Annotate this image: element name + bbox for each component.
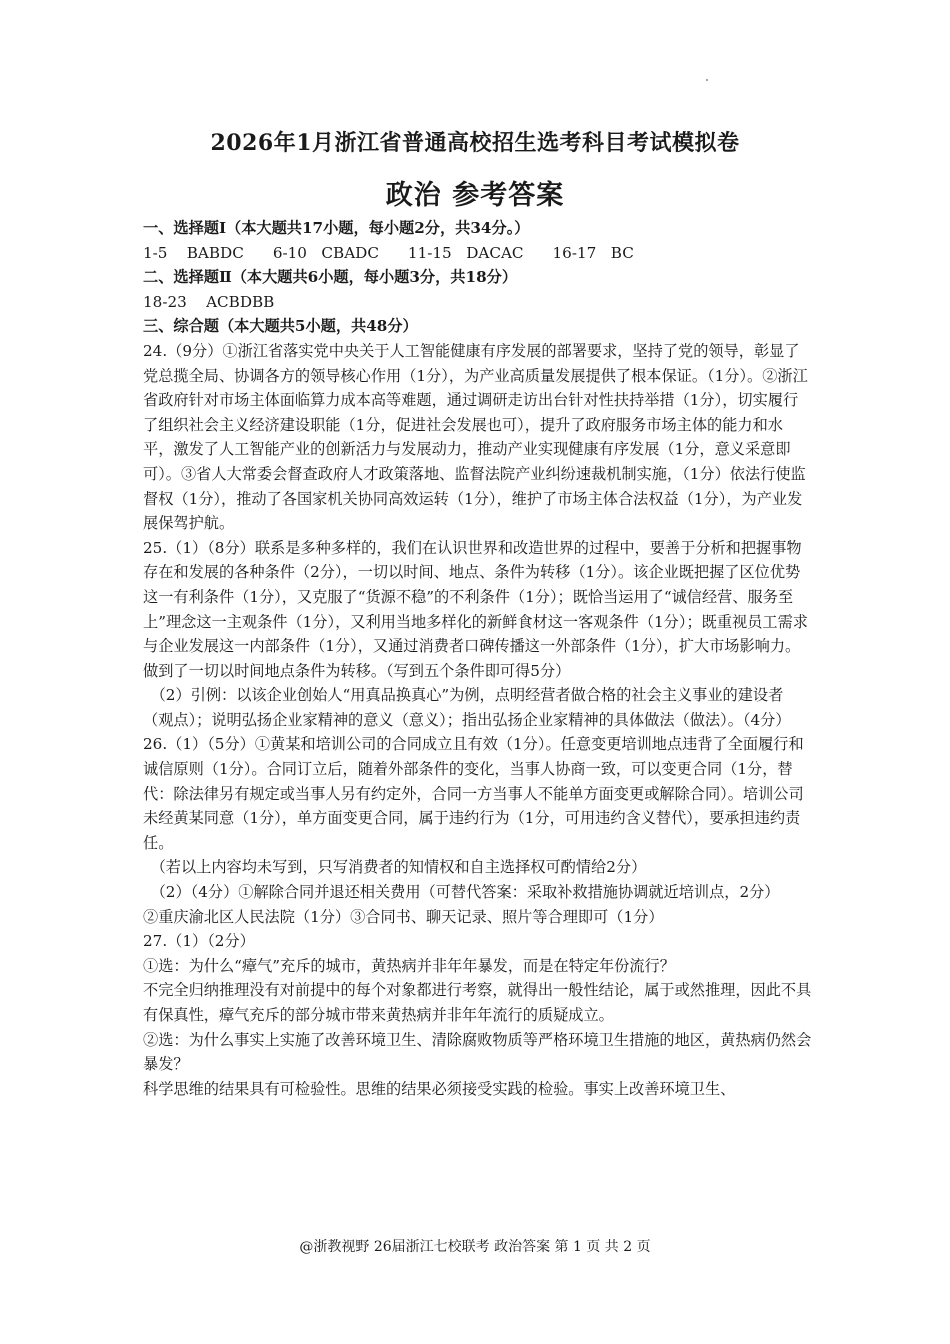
section-3-header: 三、综合题（本大题共5小题，共48分） (143, 317, 418, 336)
section-2-header: 二、选择题Ⅱ（本大题共6小题，每小题3分，共18分） (143, 268, 518, 287)
question-24-answer: 24.（9分）①浙江省落实党中央关于人工智能健康有序发展的部署要求，坚持了党的领导，彰显了党总揽全局、协调各方的领导核心作用（1分），为产业高质量发展提供了根本保证。（1分）。②浙江省政府针对市场主体面临算力成本高等难题，通过调研走访出台针对性扶持举措（1分），切实履行了组织社会主义经济建设职能（1分，促进社会发展也可），提升了政府服务市场主体的能力和水平，激发了人工智能产业的创新活力与发展动力，推动产业实现健康有序发展（1分，意义采意即可）。③省人大常委会督查政府人才政策落地、监督法院产业纠纷速裁机制实施，（1分）依法行使监督权（1分），推动了各国家机关协同高效运转（1分），维护了市场主体合法权益（1分），为产业发展保驾护航。 (143, 341, 808, 533)
exam-title: 2026年1月浙江省普通高校招生选考科目考试模拟卷 (210, 130, 740, 156)
question-26-note: （若以上内容均未写到，只写消费者的知情权和自主选择权可酌情给2分） (150, 858, 647, 877)
question-25-1-answer: 25.（1）（8分）联系是多种多样的，我们在认识世界和改造世界的过程中，要善于分析和把握事物存在和发展的各种条件（2分），一切以时间、地点、条件为转移（1分）。该企业既把握了区位优势这一有利条件（1分），又克服了“货源不稳”的不利条件（1分）；既恰当运用了“诚信经营、服务至上”理念这一主观条件（1分），又利用当地多样化的新鲜食材这一客观条件（1分）；既重视员工需求与企业发展这一内部条件（1分），又通过消费者口碑传播这一外部条件（1分），扩大市场影响力。做到了一切以时间地点条件为转移。（写到五个条件即可得5分） (143, 538, 808, 680)
question-27-option-1-explanation: 不完全归纳推理没有对前提中的每个对象都进行考察，就得出一般性结论，属于或然推理，因此不具有保真性，瘴气充斥的部分城市带来黄热病并非年年流行的质疑成立。 (143, 981, 812, 1024)
question-26-2-answer: （2）（4分）①解除合同并退还相关费用（可替代答案：采取补救措施协调就近培训点，2分） (150, 883, 780, 902)
answer-body (143, 216, 813, 1101)
section-2-answers: 18-23 ACBDBB (143, 292, 275, 311)
scan-speck (706, 79, 708, 81)
answer-subtitle: 政治 参考答案 (385, 180, 565, 211)
question-25-2-answer: （2）引例：以该企业创始人“用真品换真心”为例，点明经营者做合格的社会主义事业的建设者（观点）；说明弘扬企业家精神的意义（意义）；指出弘扬企业家精神的具体做法（做法）。（4分） (143, 686, 791, 729)
question-27-option-1: ①选：为什么“瘴气”充斥的城市，黄热病并非年年暴发，而是在特定年份流行？ (143, 956, 675, 975)
section-1-answers: 1-5 BABDC 6-10 CBADC 11-15 DACAC 16-17 BC (143, 243, 634, 262)
section-1-header: 一、选择题Ⅰ（本大题共17小题，每小题2分，共34分。） (143, 219, 530, 237)
question-27-option-2: ②选：为什么事实上实施了改善环境卫生、清除腐败物质等严格环境卫生措施的地区，黄热病仍然会暴发？ (143, 1030, 812, 1074)
question-26-3-answer: ②重庆渝北区人民法院（1分）③合同书、聊天记录、照片等合理即可（1分） (143, 907, 664, 926)
question-27-header: 27.（1）（2分） (143, 932, 255, 951)
question-26-1-answer: 26.（1）（5分）①黄某和培训公司的合同成立且有效（1分）。任意变更培训地点违背了全面履行和诚信原则（1分）。合同订立后，随着外部条件的变化，当事人协商一致，可以变更合同（1分，替代：除法律另有规定或当事人另有约定外，合同一方当事人不能单方面变更或解除合同）。培训公司未经黄某同意（1分），单方面变更合同，属于违约行为（1分，可用违约含义替代），要承担违约责任。 (143, 735, 804, 852)
page-footer: @浙教视野 26届浙江七校联考 政治答案 第 1 页 共 2 页 (299, 1239, 651, 1255)
question-27-option-2-explanation: 科学思维的结果具有可检验性。思维的结果必须接受实践的检验。事实上改善环境卫生、 (143, 1079, 736, 1098)
